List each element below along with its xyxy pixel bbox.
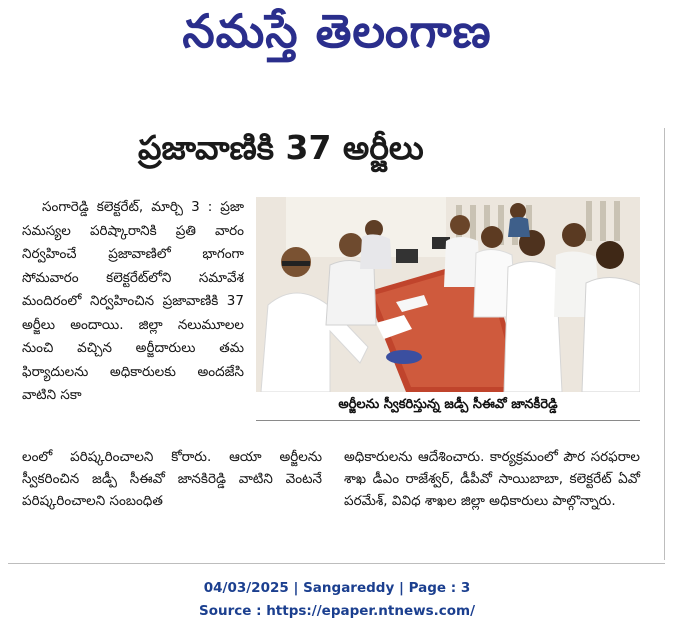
caption-underline [256, 420, 640, 421]
divider-bottom [8, 563, 665, 564]
footer-source-line: Source : https://epaper.ntnews.com/ [198, 603, 476, 619]
article-body-right: అధికారులను ఆదేశించారు. కార్యక్రమంలో పౌర సరఫరాల శాఖ డీఎం రాజేశ్వర్, డీపీవో సాయిబాబా, కలెక్టరేట్ ఏవో పరమేశ్, వివిధ శాఖల జిల్లా అధికారులు పాల్గొన్నారు. [344, 449, 640, 509]
article-headline: ప్రజావాణికి 37 అర్జీలు [138, 128, 424, 167]
article-body-wide: లంలో పరిష్కరించాలని కోరారు. ఆయా అర్జీలను స్వీకరించిన జడ్పీ సీఈవో జానకిరెడ్డి వాటిని వెంటనే పరిష్కరించాలని సంబంధిత [22, 449, 322, 509]
news-photo-illustration [256, 197, 640, 392]
article-body-left: సంగారెడ్డి కలెక్టరేట్, మార్చి 3 : ప్రజా సమస్యల పరిష్కారానికి ప్రతి వారం నిర్వహించే ప్రజావాణిలో భాగంగా సోమవారం కలెక్టరేట్‌లోని సమావేశ మందిరంలో నిర్వహించిన ప్రజావాణికి 37 అర్జీలు అందాయి. జిల్లా నలుమూలల నుంచి వచ్చిన అర్జీదారులు తమ ఫిర్యాదులను అధికారులకు అందజేసి వాటిని సకా [22, 199, 244, 403]
footer-date-line: 04/03/2025 | Sangareddy | Page : 3 [203, 580, 471, 596]
photo-caption: అర్జీలను స్వీకరిస్తున్న జడ్పీ సీఈవో జానకీరెడ్డి [338, 397, 558, 412]
divider-right [664, 128, 665, 560]
news-photo [256, 197, 640, 392]
masthead-title: నమస్తే తెలంగాణ [182, 4, 492, 58]
article-column-left [22, 196, 244, 448]
